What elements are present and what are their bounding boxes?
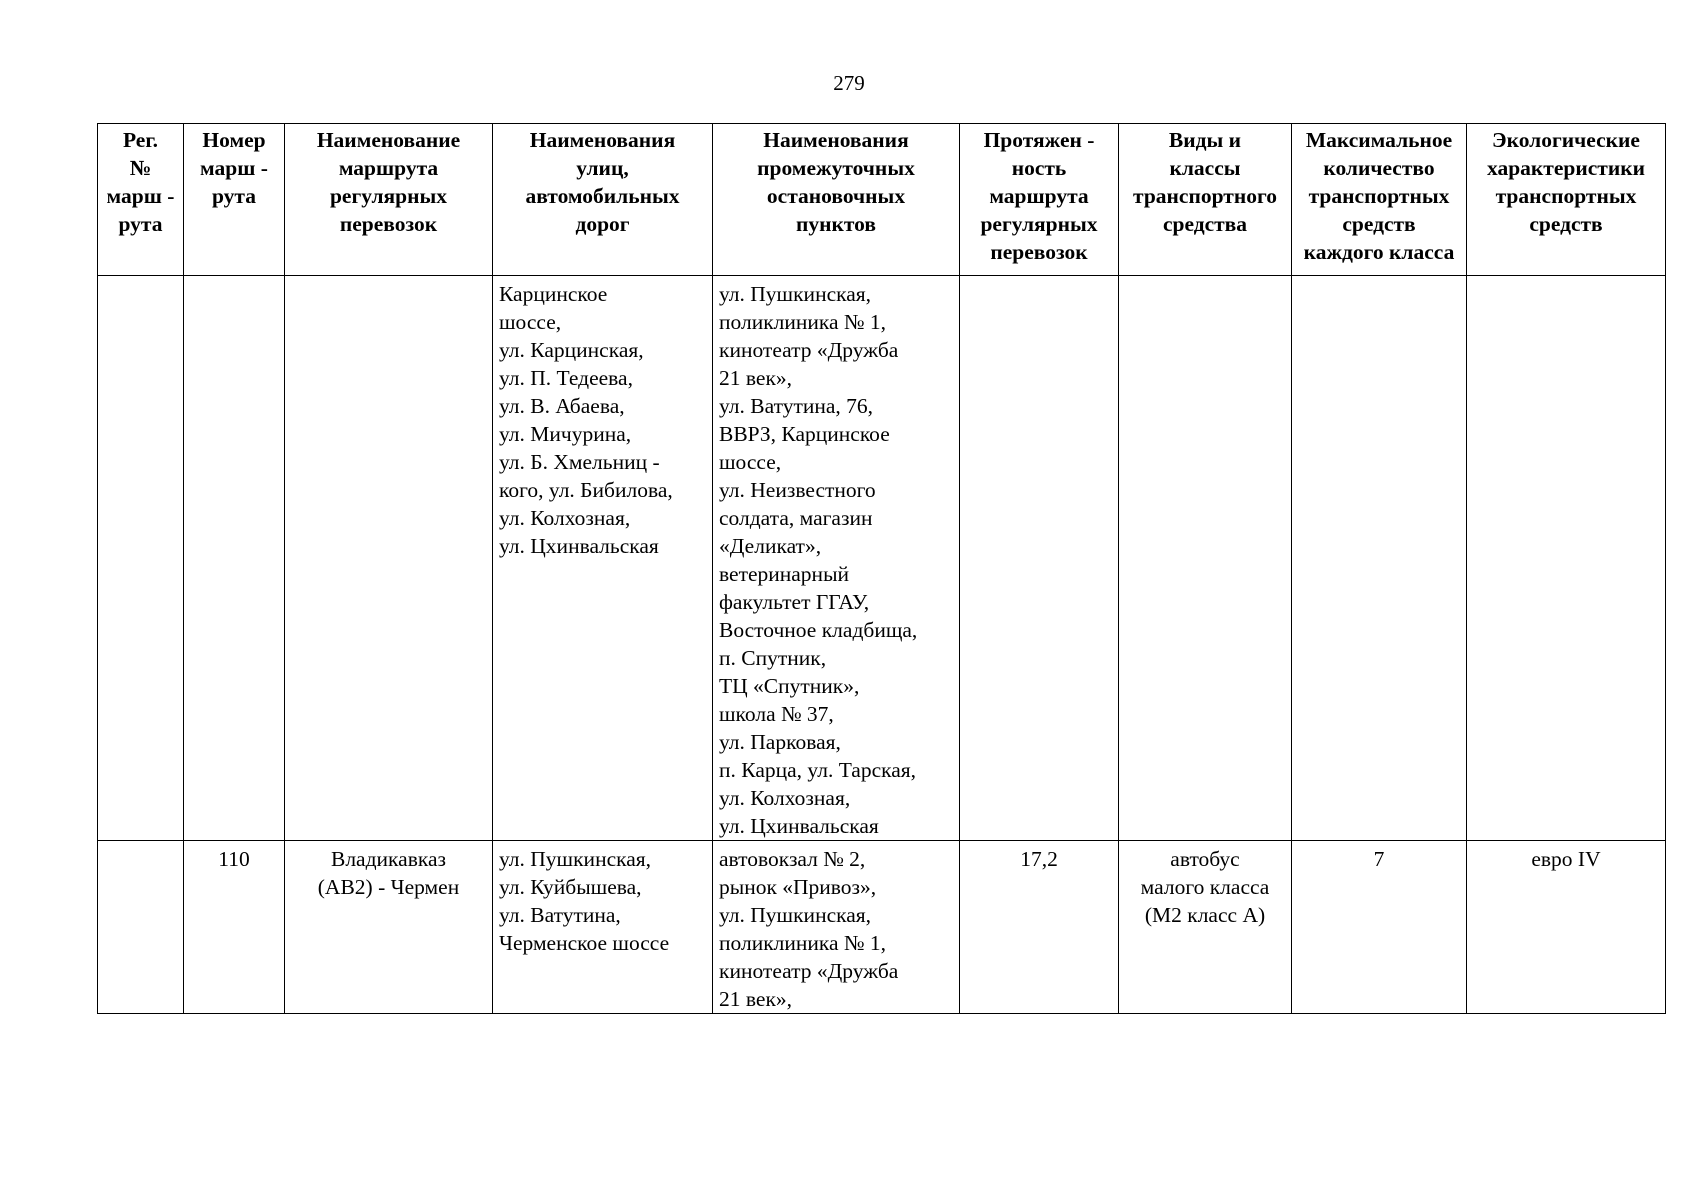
- cell-line: ВВРЗ, Карцинское: [719, 422, 890, 446]
- table-row: [98, 841, 1666, 1014]
- cell-line: рынок «Привоз»,: [719, 875, 877, 899]
- cell-stops: [713, 841, 960, 1014]
- cell-streets: [493, 841, 713, 1014]
- cell-line: марш -: [200, 156, 268, 180]
- cell-length: [960, 276, 1119, 841]
- cell-line: поликлиника № 1,: [719, 310, 886, 334]
- cell-line: (АВ2) - Чермен: [317, 875, 460, 899]
- cell-vehicle-type: [1119, 841, 1292, 1014]
- cell-streets: [493, 276, 713, 841]
- cell-route-number: [184, 276, 285, 841]
- cell-line: ул. Колхозная,: [719, 786, 851, 810]
- cell-line: малого класса: [1140, 875, 1270, 899]
- cell-line: Экологические: [1492, 128, 1640, 152]
- cell-line: средства: [1162, 212, 1248, 236]
- table-row: [98, 276, 1666, 841]
- cell-line: Владикавказ: [330, 847, 447, 871]
- cell-line: средств: [1342, 212, 1416, 236]
- cell-line: автобус: [1170, 847, 1240, 871]
- cell-vehicle-type: [1119, 276, 1292, 841]
- cell-stops: [713, 276, 960, 841]
- cell-line: остановочных: [766, 184, 906, 208]
- routes-table: [97, 123, 1666, 1014]
- header-max-vehicles: [1292, 124, 1467, 276]
- cell-line: кинотеатр «Дружба: [719, 338, 899, 362]
- cell-length: 17,2: [960, 841, 1119, 1014]
- cell-line: поликлиника № 1,: [719, 931, 886, 955]
- header-length: [960, 124, 1119, 276]
- cell-line: маршрута: [989, 184, 1089, 208]
- cell-line: марш -: [106, 184, 175, 208]
- header-reg-number: [98, 124, 184, 276]
- header-route-name: [285, 124, 493, 276]
- cell-line: 21 век»,: [719, 366, 793, 390]
- cell-route-number: 110: [184, 841, 285, 1014]
- cell-line: (М2 класс А): [1144, 903, 1266, 927]
- cell-line: ул. В. Абаева,: [499, 394, 625, 418]
- cell-line: ул. Парковая,: [719, 730, 841, 754]
- cell-line: №: [129, 156, 152, 180]
- cell-line: Наименования: [529, 128, 676, 152]
- cell-line: регулярных: [980, 212, 1098, 236]
- cell-line: Наименование: [316, 128, 461, 152]
- cell-line: ул. Ватутина,: [499, 903, 621, 927]
- cell-line: количество: [1323, 156, 1435, 180]
- header-vehicle-type: [1119, 124, 1292, 276]
- cell-line: перевозок: [339, 212, 438, 236]
- cell-line: Карцинское: [499, 282, 608, 306]
- cell-line: классы: [1169, 156, 1241, 180]
- cell-line: ул. Б. Хмельниц -: [499, 450, 660, 474]
- cell-eco: евро IV: [1467, 841, 1666, 1014]
- cell-line: ул. Цхинвальская: [719, 814, 879, 838]
- cell-line: кого, ул. Бибилова,: [499, 478, 673, 502]
- cell-line: промежуточных: [757, 156, 915, 180]
- header-eco: [1467, 124, 1666, 276]
- cell-line: ул. Цхинвальская: [499, 534, 659, 558]
- cell-line: транспортных: [1495, 184, 1637, 208]
- cell-line: Номер: [202, 128, 266, 152]
- cell-line: автовокзал № 2,: [719, 847, 866, 871]
- cell-line: ул. Карцинская,: [499, 338, 644, 362]
- cell-line: автомобильных: [525, 184, 680, 208]
- cell-line: транспортного: [1133, 184, 1277, 208]
- cell-line: ность: [1011, 156, 1067, 180]
- cell-route-name: [285, 841, 493, 1014]
- cell-line: Черменское шоссе: [499, 931, 670, 955]
- cell-line: ул. Пушкинская,: [499, 847, 652, 871]
- header-streets: [493, 124, 713, 276]
- cell-line: ул. Колхозная,: [499, 506, 631, 530]
- cell-line: перевозок: [990, 240, 1088, 264]
- page-number: 279: [833, 71, 865, 95]
- cell-line: Максимальное: [1305, 128, 1453, 152]
- cell-line: улиц,: [576, 156, 629, 180]
- cell-line: Протяжен -: [983, 128, 1095, 152]
- header-route-number: [184, 124, 285, 276]
- cell-line: ул. Мичурина,: [499, 422, 632, 446]
- cell-line: факультет ГГАУ,: [719, 590, 870, 614]
- cell-line: ул. Куйбышева,: [499, 875, 642, 899]
- cell-line: Виды и: [1168, 128, 1242, 152]
- cell-line: Рег.: [122, 128, 159, 152]
- cell-line: Восточное кладбища,: [719, 618, 918, 642]
- cell-line: ул. П. Тедеева,: [499, 366, 633, 390]
- cell-reg-number: [98, 276, 184, 841]
- cell-reg-number: [98, 841, 184, 1014]
- cell-line: характеристики: [1486, 156, 1646, 180]
- cell-line: рута: [118, 212, 163, 236]
- cell-eco: [1467, 276, 1666, 841]
- cell-line: ул. Неизвестного: [719, 478, 876, 502]
- cell-line: ветеринарный: [719, 562, 850, 586]
- cell-line: «Деликат»,: [719, 534, 822, 558]
- cell-line: каждого класса: [1303, 240, 1455, 264]
- header-row: [98, 124, 1666, 276]
- cell-line: регулярных: [329, 184, 448, 208]
- cell-line: пунктов: [795, 212, 877, 236]
- cell-line: п. Спутник,: [719, 646, 827, 670]
- cell-line: транспортных: [1308, 184, 1450, 208]
- cell-line: рута: [212, 184, 256, 208]
- cell-line: средств: [1529, 212, 1603, 236]
- header-stops: [713, 124, 960, 276]
- cell-line: 21 век»,: [719, 987, 793, 1011]
- cell-line: шоссе,: [499, 310, 562, 334]
- cell-line: ул. Ватутина, 76,: [719, 394, 874, 418]
- cell-line: ул. Пушкинская,: [719, 903, 872, 927]
- cell-line: п. Карца, ул. Тарская,: [719, 758, 917, 782]
- cell-line: солдата, магазин: [719, 506, 873, 530]
- cell-line: ул. Пушкинская,: [719, 282, 872, 306]
- cell-line: шоссе,: [719, 450, 782, 474]
- cell-line: школа № 37,: [719, 702, 834, 726]
- cell-line: ТЦ «Спутник»,: [719, 674, 860, 698]
- cell-line: дорог: [575, 212, 630, 236]
- cell-max-vehicles: [1292, 276, 1467, 841]
- cell-line: Наименования: [763, 128, 909, 152]
- cell-line: кинотеатр «Дружба: [719, 959, 899, 983]
- cell-route-name: [285, 276, 493, 841]
- cell-line: маршрута: [338, 156, 439, 180]
- cell-max-vehicles: 7: [1292, 841, 1467, 1014]
